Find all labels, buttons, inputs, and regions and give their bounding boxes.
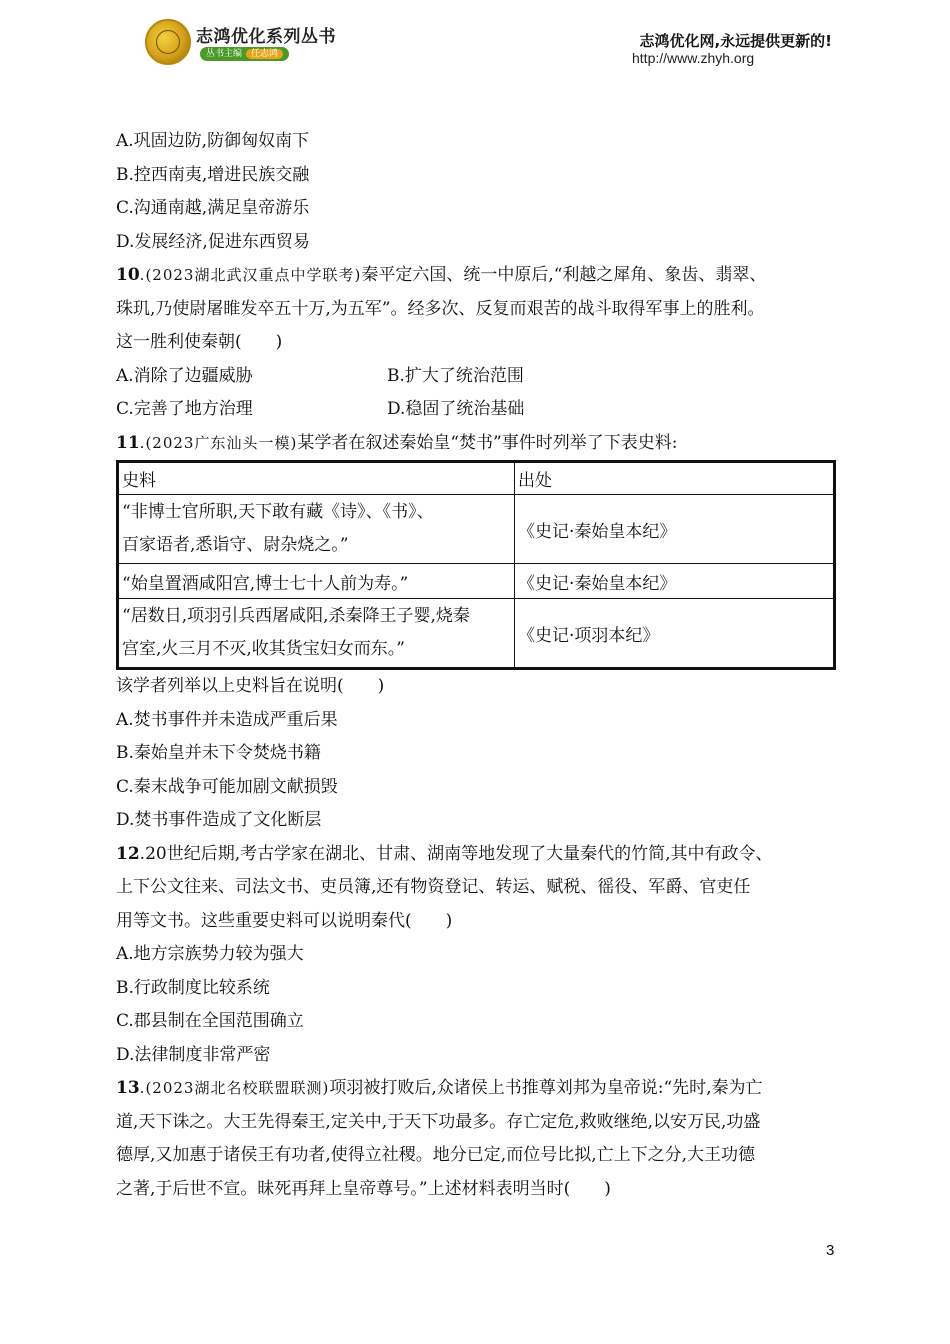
- q10-stem-line-2: 珠玑,乃使尉屠睢发卒五十万,为五军”。经多次、反复而艰苦的战斗取得军事上的胜利。: [116, 298, 765, 319]
- q11-option-a: A.焚书事件并未造成严重后果: [116, 709, 338, 730]
- editor-name: 任志鸿: [246, 49, 283, 59]
- q11-option-c: C.秦末战争可能加剧文献损毁: [116, 776, 338, 797]
- table-cell-source: 《史记·秦始皇本纪》: [515, 495, 835, 564]
- q10-options-row-1: [116, 360, 851, 394]
- table-header-row: [118, 462, 835, 495]
- table-cell-source: 《史记·秦始皇本纪》: [515, 564, 835, 599]
- q12-option-d: D.法律制度非常严密: [116, 1044, 271, 1065]
- q13-source: .(2023湖北名校联盟联测): [139, 1079, 330, 1097]
- q12-stem-line-1: 12.20世纪后期,考古学家在湖北、甘肃、湖南等地发现了大量秦代的竹简,其中有政令、: [116, 843, 773, 864]
- page-content: [116, 125, 851, 1206]
- q10-options-row-2: [116, 393, 851, 427]
- q11-stem: 11.(2023广东汕头一模)某学者在叙述秦始皇“焚书”事件时列举了下表史料:: [116, 432, 678, 453]
- q9-option-c: C.沟通南越,满足皇帝游乐: [116, 198, 310, 218]
- q9-option-a: A.巩固边防,防御匈奴南下: [116, 131, 310, 151]
- q10-source: .(2023湖北武汉重点中学联考): [139, 266, 362, 284]
- page-header: [0, 0, 950, 90]
- q10-option-b: B.扩大了统治范围: [387, 365, 524, 386]
- q11-question: 该学者列举以上史料旨在说明( ): [116, 676, 385, 696]
- q11-option-b: B.秦始皇并未下令焚烧书籍: [116, 743, 321, 763]
- q12-option-b: B.行政制度比较系统: [116, 977, 270, 998]
- q10-number: 10: [116, 265, 140, 285]
- q13-stem-line-1: 13.(2023湖北名校联盟联测)项羽被打败后,众诸侯上书推尊刘邦为皇帝说:“先时,秦为亡: [116, 1078, 763, 1098]
- table-cell-material: “非博士官所职,天下敢有藏《诗》、《书》、 百家语者,悉诣守、尉杂烧之。”: [118, 495, 515, 564]
- table-row: [118, 599, 835, 669]
- table-row: [118, 564, 835, 599]
- editor-badge: [200, 47, 289, 61]
- q10-option-d: D.稳固了统治基础: [387, 399, 525, 419]
- table-cell-material: “居数日,项羽引兵西屠咸阳,杀秦降王子婴,烧秦 宫室,火三月不灭,收其货宝妇女而东。”: [118, 599, 515, 669]
- table-cell-material: “始皇置酒咸阳宫,博士七十人前为寿。”: [118, 564, 515, 599]
- header-url[interactable]: http://www.zhyh.org: [632, 50, 755, 66]
- series-title: 志鸿优化系列丛书: [196, 27, 336, 47]
- series-logo-icon: [145, 19, 191, 65]
- q12-option-c: C.郡县制在全国范围确立: [116, 1011, 304, 1031]
- q10-option-a: A.消除了边疆威胁: [116, 365, 253, 386]
- q13-stem-line-4: 之著,于后世不宣。昧死再拜上皇帝尊号。”上述材料表明当时( ): [116, 1178, 611, 1199]
- editor-label: 丛书主编: [206, 49, 243, 59]
- q11-source: .(2023广东汕头一模): [139, 433, 298, 452]
- table-cell-source: 《史记·项羽本纪》: [515, 599, 835, 669]
- q12-stem-line-3: 用等文书。这些重要史料可以说明秦代( ): [116, 910, 453, 931]
- page-number: 3: [826, 1242, 835, 1259]
- q11-number: 11: [116, 432, 140, 453]
- q13-number: 13: [116, 1078, 140, 1098]
- q12-stem-line-2: 上下公文往来、司法文书、吏员簿,还有物资登记、转运、赋税、徭役、军爵、官吏任: [116, 877, 751, 897]
- q9-option-d: D.发展经济,促进东西贸易: [116, 231, 310, 252]
- table-header-material: 史料: [118, 462, 515, 495]
- header-slogan: 志鸿优化网,永远提供更新的!: [639, 32, 832, 50]
- q10-option-c: C.完善了地方治理: [116, 399, 253, 419]
- q10-stem-line-3: 这一胜利使秦朝( ): [116, 332, 283, 352]
- q12-option-a: A.地方宗族势力较为强大: [116, 944, 304, 964]
- q10-stem-line-1: 10.(2023湖北武汉重点中学联考)秦平定六国、统一中原后,“利越之犀角、象齿、翡翠、: [116, 265, 767, 285]
- table-row: [118, 495, 835, 564]
- q13-stem-line-2: 道,天下诛之。大王先得秦王,定关中,于天下功最多。存亡定危,救败继绝,以安万民,功盛: [116, 1111, 761, 1132]
- table-header-source: 出处: [515, 462, 835, 495]
- q9-option-b: B.控西南夷,增进民族交融: [116, 164, 310, 185]
- q11-option-d: D.焚书事件造成了文化断层: [116, 810, 322, 830]
- q11-source-table: [116, 460, 836, 670]
- q12-number: 12: [116, 843, 140, 864]
- q13-stem-line-3: 德厚,又加惠于诸侯王有功者,使得立社稷。地分已定,而位号比拟,亡上下之分,大王功德: [116, 1145, 756, 1165]
